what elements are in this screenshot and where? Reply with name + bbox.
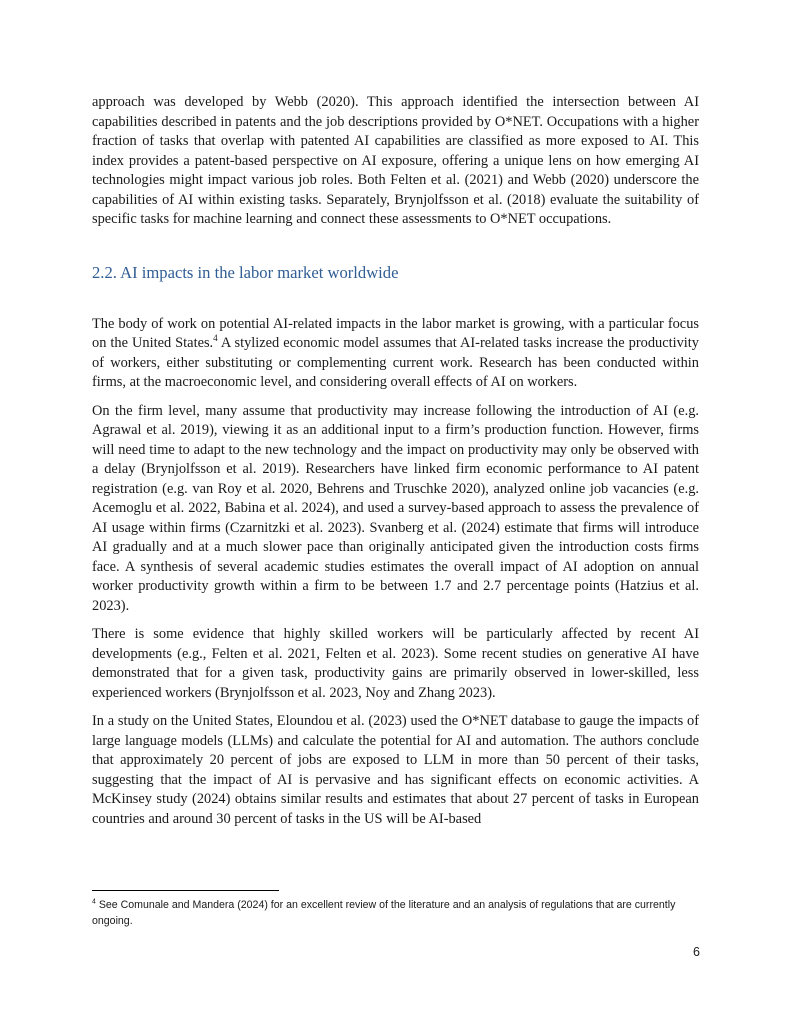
- paragraph-4: In a study on the United States, Eloundou et al. (2023) used the O*NET database to gauge the impacts of large language models (LLMs) and calculate the potential for AI and automation. The authors conclude that approximately 20 percent of jobs are exposed to LLM in more than 50 percent of their tasks, suggesting that the impact of AI is pervasive and has significant effects on economic activities. A McKinsey study (2024) obtains similar results and estimates that about 27 percent of tasks in European countries and around 30 percent of tasks in the US will be AI-based: [92, 713, 699, 827]
- paragraph-2: On the firm level, many assume that productivity may increase following the introduction of AI (e.g. Agrawal et al. 2019), viewing it as an additional input to a firm’s production function. However, firms will need time to adapt to the new technology and the impact on productivity may only be observed with a delay (Brynjolfsson et al. 2019). Researchers have linked firm economic performance to AI patent registration (e.g. van Roy et al. 2020, Behrens and Truschke 2020), analyzed online job vacancies (e.g. Acemoglu et al. 2022, Babina et al. 2024), and used a survey-based approach to assess the prevalence of AI usage within firms (Czarnitzki et al. 2023). Svanberg et al. (2024) estimate that firms will introduce AI gradually and at a much slower pace than originally anticipated given the introduction costs firms face. A synthesis of several academic studies estimates the overall impact of AI adoption on annual worker productivity growth within a firm to be between 1.7 and 2.7 percentage points (Hatzius et al. 2023).: [92, 402, 699, 614]
- paragraph-3: There is some evidence that highly skilled workers will be particularly affected by recent AI developments (e.g., Felten et al. 2021, Felten et al. 2023). Some recent studies on generative AI have demonstrated that for a given task, productivity gains are primarily observed in lower-skilled, less experienced workers (Brynjolfsson et al. 2023, Noy and Zhang 2023).: [92, 626, 699, 701]
- footnote: [92, 897, 699, 929]
- footnote-text: See Comunale and Mandera (2024) for an excellent review of the literature and an analysis of regulations that are currently ongoing.: [92, 899, 676, 927]
- footnote-separator: [92, 890, 279, 891]
- paragraph-1-start: The body of work on potential AI-related impacts in the labor market is growing, with a particular focus on the United States.: [92, 315, 699, 351]
- section-heading: 2.2. AI impacts in the labor market worldwide: [92, 262, 399, 282]
- page-number: 6: [693, 945, 700, 959]
- paragraph-1: [92, 315, 699, 393]
- intro-paragraph: approach was developed by Webb (2020). This approach identified the intersection between AI capabilities described in patents and the job descriptions provided by O*NET. Occupations with a higher fraction of tasks that overlap with patented AI capabilities are classified as more exposed to AI. This index provides a patent-based perspective on AI exposure, offering a unique lens on how emerging AI technologies might impact various job roles. Both Felten et al. (2021) and Webb (2020) underscore the capabilities of AI within existing tasks. Separately, Brynjolfsson et al. (2018) evaluate the suitability of specific tasks for machine learning and connect these assessments to O*NET occupations.: [92, 94, 699, 227]
- footnote-ref-4[interactable]: 4: [213, 333, 218, 344]
- footnote-marker: 4: [92, 898, 96, 906]
- paragraph-1-rest: A stylized economic model assumes that AI-related tasks increase the productivity of workers, either substituting or complementing current work. Research has been conducted within firms, at the macroeconomic level, and considering overall effects of AI on workers.: [92, 335, 699, 390]
- body-text: [92, 93, 699, 838]
